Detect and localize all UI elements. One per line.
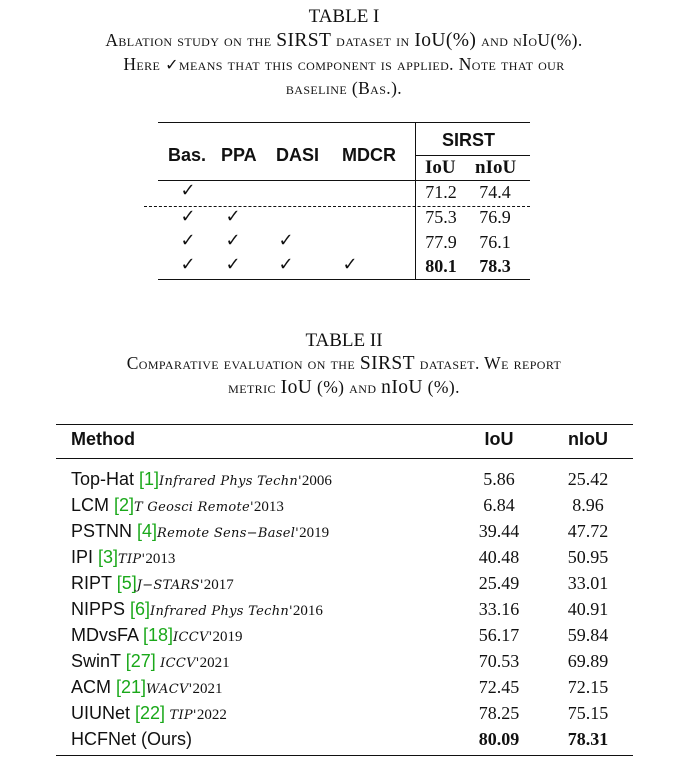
citation-link[interactable]: [1] (139, 469, 160, 489)
iou-cell: 33.16 (478, 599, 520, 619)
iou-cell: 6.84 (483, 495, 515, 515)
method-cell: HCFNet (Ours) (71, 729, 192, 749)
row2-iou: 75.3 (425, 207, 457, 227)
table-row (56, 597, 633, 623)
top-rule (56, 424, 633, 425)
row2-bas-check: ✓ (180, 206, 196, 227)
header-mdcr: MDCR (342, 145, 396, 165)
iou-cell: 25.49 (478, 573, 520, 593)
table1-caption-line3: baseline (Bas.). (285, 78, 403, 98)
row4-dasi-check: ✓ (278, 254, 294, 275)
niou-cell: 78.31 (567, 729, 609, 749)
table-row (56, 623, 633, 649)
table-row (56, 701, 633, 727)
row4-mdcr-check: ✓ (342, 254, 358, 275)
row3-bas-check: ✓ (180, 230, 196, 251)
table-row (56, 649, 633, 675)
niou-cell: 72.15 (567, 677, 609, 697)
table1-label: TABLE I (308, 6, 380, 27)
niou-cell: 59.84 (567, 625, 609, 645)
header-dasi: DASI (276, 145, 320, 165)
mid-rule (158, 180, 530, 181)
row4-niou: 78.3 (479, 256, 511, 276)
method-cell: IPI [3]TIP'2013 (71, 547, 176, 567)
row3-dasi-check: ✓ (278, 230, 294, 251)
iou-cell: 5.86 (483, 469, 515, 489)
niou-cell: 33.01 (567, 573, 609, 593)
citation-link[interactable]: [3] (98, 547, 119, 567)
niou-cell: 25.42 (567, 469, 609, 489)
table1 (158, 122, 530, 280)
check-icon: ✓ (165, 55, 179, 74)
citation-link[interactable]: [22] (135, 703, 166, 723)
citation-link[interactable]: [2] (114, 495, 135, 515)
header-sirst: SIRST (442, 130, 496, 150)
row3-iou: 77.9 (425, 232, 457, 252)
iou-cell: 70.53 (478, 651, 520, 671)
table2-caption-line1: Comparative evaluation on the SIRST dataset. We report (126, 353, 562, 374)
bottom-rule (158, 279, 530, 280)
row1-bas-check: ✓ (180, 180, 196, 201)
bottom-rule (56, 755, 633, 756)
table1-caption-line2: Here ✓means that this component is applied. Note that our (123, 54, 565, 74)
table-row (56, 727, 633, 753)
citation-link[interactable]: [27] (125, 651, 156, 671)
table-row (56, 493, 633, 519)
niou-cell: 47.72 (567, 521, 609, 541)
citation-link[interactable]: [21] (116, 677, 147, 697)
header-method: Method (71, 429, 135, 449)
iou-cell: 40.48 (478, 547, 520, 567)
row4-iou: 80.1 (425, 256, 457, 276)
method-cell: ACM [21]WACV'2021 (71, 677, 223, 697)
column-divider (415, 122, 416, 279)
row1-niou: 74.4 (479, 182, 511, 202)
iou-cell: 72.45 (478, 677, 520, 697)
header-niou: nIoU (475, 157, 517, 178)
header-iou: IoU (484, 429, 514, 449)
row2-ppa-check: ✓ (225, 206, 241, 227)
method-cell: MDvsFA [18]ICCV'2019 (71, 625, 243, 645)
row4-bas-check: ✓ (180, 254, 196, 275)
method-cell: NIPPS [6]Infrared Phys Techn'2016 (71, 599, 323, 619)
citation-link[interactable]: [6] (130, 599, 151, 619)
table1-caption-line1: Ablation study on the SIRST dataset in IoU(%) and nIoU(%). (105, 30, 583, 51)
row3-niou: 76.1 (479, 232, 511, 252)
group-rule (416, 155, 530, 156)
method-cell: SwinT [27] ICCV'2021 (71, 651, 230, 671)
row3-ppa-check: ✓ (225, 230, 241, 251)
header-ppa: PPA (221, 145, 257, 165)
niou-cell: 75.15 (567, 703, 609, 723)
niou-cell: 8.96 (572, 495, 604, 515)
method-cell: RIPT [5]J−STARS'2017 (71, 573, 234, 593)
niou-cell: 69.89 (567, 651, 609, 671)
row4-ppa-check: ✓ (225, 254, 241, 275)
citation-link[interactable]: [4] (137, 521, 158, 541)
header-niou: nIoU (568, 429, 608, 449)
method-cell: UIUNet [22] TIP'2022 (71, 703, 227, 723)
table-row (56, 675, 633, 701)
citation-link[interactable]: [5] (116, 573, 137, 593)
header-iou: IoU (425, 157, 456, 178)
row2-niou: 76.9 (479, 207, 511, 227)
iou-cell: 56.17 (478, 625, 520, 645)
niou-cell: 40.91 (567, 599, 609, 619)
niou-cell: 50.95 (567, 547, 609, 567)
mid-rule (56, 458, 633, 459)
header-bas: Bas. (168, 145, 207, 165)
top-rule (158, 122, 530, 123)
row1-iou: 71.2 (425, 182, 457, 202)
method-cell: LCM [2]T Geosci Remote'2013 (71, 495, 284, 515)
citation-link[interactable]: [18] (143, 625, 174, 645)
table-row (56, 571, 633, 597)
table-row (56, 467, 633, 493)
table2-caption-line2: metric IoU (%) and nIoU (%). (228, 377, 460, 398)
table-row (56, 519, 633, 545)
table2 (56, 424, 633, 764)
iou-cell: 80.09 (478, 729, 520, 749)
table-row (56, 545, 633, 571)
table2-label: TABLE II (305, 330, 383, 351)
iou-cell: 78.25 (478, 703, 520, 723)
iou-cell: 39.44 (478, 521, 520, 541)
method-cell: PSTNN [4]Remote Sens−Basel'2019 (71, 521, 330, 541)
method-cell: Top-Hat [1]Infrared Phys Techn'2006 (71, 469, 332, 489)
